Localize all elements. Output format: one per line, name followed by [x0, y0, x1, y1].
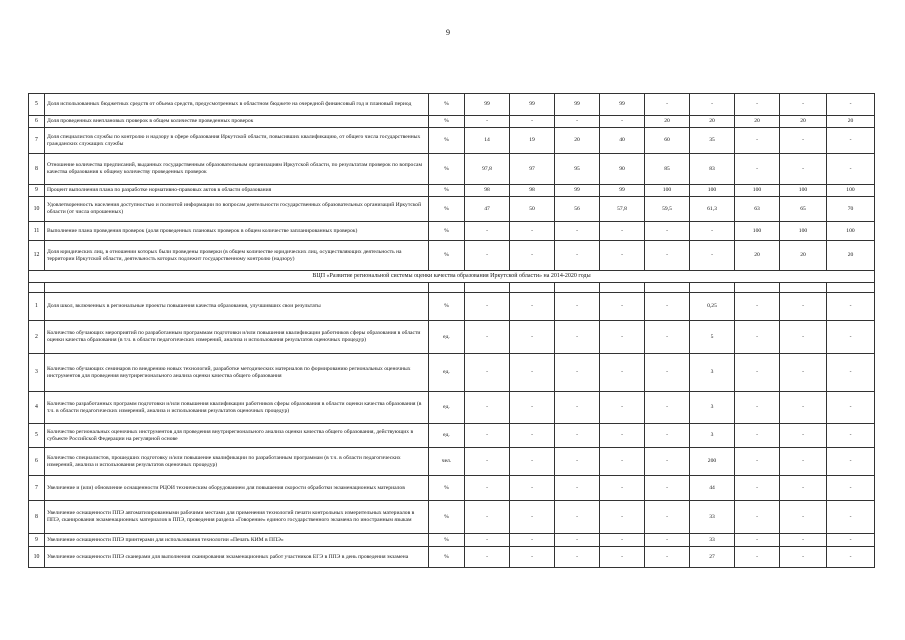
value-cell: - [465, 116, 510, 128]
value-cell: 83 [690, 154, 735, 185]
value-cell: - [827, 448, 875, 476]
value-cell: - [510, 547, 555, 568]
value-cell: 47 [465, 197, 510, 222]
value-cell: - [555, 547, 600, 568]
value-cell: - [780, 547, 827, 568]
value-cell: - [735, 476, 780, 501]
value-cell: - [827, 94, 875, 116]
value-cell: - [510, 116, 555, 128]
value-cell: - [555, 448, 600, 476]
value-cell: - [510, 293, 555, 321]
value-cell: 100 [735, 222, 780, 241]
value-cell: - [600, 424, 645, 448]
value-cell: 3 [690, 424, 735, 448]
value-cell: - [780, 448, 827, 476]
value-cell: - [510, 241, 555, 271]
empty-cell [780, 283, 827, 293]
value-cell: - [780, 321, 827, 354]
value-cell: 20 [780, 241, 827, 271]
value-cell: 33 [690, 534, 735, 547]
value-cell: 5 [690, 321, 735, 354]
empty-cell [645, 283, 690, 293]
indicator-name: Процент выполнения плана по разработке нормативно-правовых актов в области образования [45, 185, 429, 197]
value-cell: - [465, 222, 510, 241]
value-cell: - [510, 534, 555, 547]
value-cell: - [827, 501, 875, 534]
value-cell: - [600, 241, 645, 271]
empty-cell [465, 283, 510, 293]
empty-cell [690, 283, 735, 293]
table-row [29, 392, 875, 424]
row-number: 5 [29, 424, 45, 448]
value-cell: 19 [510, 128, 555, 154]
value-cell: - [555, 222, 600, 241]
value-cell: 20 [555, 128, 600, 154]
row-number: 8 [29, 501, 45, 534]
value-cell: - [645, 293, 690, 321]
value-cell: - [510, 321, 555, 354]
table-row [29, 547, 875, 568]
row-number: 8 [29, 154, 45, 185]
indicator-name: Количество специалистов, прошедших подготовку и/или повышение квалификации по разработанным программам (в т.ч. в области педагогических измерений, анализа и использования результатов оценочных процедур) [45, 448, 429, 476]
value-cell: - [780, 476, 827, 501]
empty-cell [510, 283, 555, 293]
indicator-name: Увеличение оснащенности ППЭ принтерами для использования технологии «Печать КИМ в ППЭ» [45, 534, 429, 547]
value-cell: 100 [827, 222, 875, 241]
value-cell: - [645, 547, 690, 568]
value-cell: 57,8 [600, 197, 645, 222]
value-cell: - [465, 476, 510, 501]
value-cell: 97,8 [465, 154, 510, 185]
table-row [29, 185, 875, 197]
value-cell: 20 [735, 116, 780, 128]
value-cell: 200 [690, 448, 735, 476]
value-cell: - [735, 128, 780, 154]
unit: ед. [429, 321, 465, 354]
value-cell: - [555, 424, 600, 448]
indicator-name: Доля специалистов службы по контролю и надзору в сфере образования Иркутской области, повысивших квалификацию, от общего числа государственных гражданских служащих службы [45, 128, 429, 154]
table-row [29, 128, 875, 154]
value-cell: - [555, 501, 600, 534]
value-cell: - [780, 354, 827, 392]
table-row [29, 501, 875, 534]
value-cell: - [690, 222, 735, 241]
page-number: 9 [446, 28, 450, 37]
unit: % [429, 197, 465, 222]
indicator-name: Отношение количества предписаний, выданных государственным образовательным организациям Иркутской области, по результатам проверок по вопросам качества образования к общему количеству проведенных проверок [45, 154, 429, 185]
row-number: 6 [29, 116, 45, 128]
value-cell: 95 [555, 154, 600, 185]
row-number: 9 [29, 185, 45, 197]
row-number: 5 [29, 94, 45, 116]
value-cell: - [555, 321, 600, 354]
table-row [29, 94, 875, 116]
table-row [29, 476, 875, 501]
value-cell: 99 [510, 94, 555, 116]
value-cell: - [465, 547, 510, 568]
value-cell: - [465, 321, 510, 354]
value-cell: - [555, 392, 600, 424]
unit: % [429, 154, 465, 185]
value-cell: - [600, 534, 645, 547]
value-cell: - [510, 448, 555, 476]
value-cell: - [735, 154, 780, 185]
section-header-row [29, 271, 875, 283]
indicator-name: Увеличение и (или) обновление оснащенности РЦОИ техническим оборудованием для повышения скорости обработки экзаменационных материалов [45, 476, 429, 501]
value-cell: - [510, 354, 555, 392]
value-cell: - [465, 501, 510, 534]
value-cell: 97 [510, 154, 555, 185]
value-cell: 44 [690, 476, 735, 501]
value-cell: - [645, 241, 690, 271]
value-cell: 40 [600, 128, 645, 154]
unit: % [429, 94, 465, 116]
value-cell: - [735, 293, 780, 321]
table-row [29, 534, 875, 547]
unit: % [429, 293, 465, 321]
value-cell: 56 [555, 197, 600, 222]
value-cell: - [555, 476, 600, 501]
unit: ед. [429, 392, 465, 424]
empty-cell [827, 283, 875, 293]
empty-cell [45, 283, 429, 293]
empty-cell [600, 283, 645, 293]
value-cell: 20 [827, 241, 875, 271]
value-cell: 99 [465, 94, 510, 116]
value-cell: 3 [690, 392, 735, 424]
row-number: 4 [29, 392, 45, 424]
value-cell: 100 [827, 185, 875, 197]
value-cell: - [555, 293, 600, 321]
row-number: 1 [29, 293, 45, 321]
indicator-name: Количество региональных оценочных инструментов для проведения внутрирегионального анализа оценки качества общего образования, действующих в субъекте Российской Федерации на регулярной основе [45, 424, 429, 448]
unit: % [429, 534, 465, 547]
unit: % [429, 116, 465, 128]
table-row [29, 241, 875, 271]
table-row [29, 354, 875, 392]
value-cell: - [600, 222, 645, 241]
value-cell: - [780, 94, 827, 116]
indicator-name: Выполнение плана проведения проверок (доля проведенных плановых проверок в общем количестве запланированных проверок) [45, 222, 429, 241]
value-cell: 50 [510, 197, 555, 222]
value-cell: - [780, 392, 827, 424]
unit: ед. [429, 354, 465, 392]
table-row [29, 197, 875, 222]
table-row [29, 116, 875, 128]
unit: % [429, 128, 465, 154]
row-number: 9 [29, 534, 45, 547]
value-cell: - [645, 392, 690, 424]
value-cell: - [600, 448, 645, 476]
value-cell: - [780, 154, 827, 185]
unit: чел. [429, 448, 465, 476]
value-cell: - [600, 476, 645, 501]
unit: % [429, 476, 465, 501]
row-number: 7 [29, 476, 45, 501]
value-cell: - [780, 424, 827, 448]
value-cell: - [690, 94, 735, 116]
indicators-table [28, 93, 875, 568]
value-cell: 61,3 [690, 197, 735, 222]
row-number: 7 [29, 128, 45, 154]
row-number: 10 [29, 547, 45, 568]
value-cell: - [735, 94, 780, 116]
unit: % [429, 185, 465, 197]
value-cell: - [827, 154, 875, 185]
value-cell: - [645, 501, 690, 534]
value-cell: - [735, 354, 780, 392]
value-cell: 100 [690, 185, 735, 197]
empty-cell [735, 283, 780, 293]
value-cell: - [827, 354, 875, 392]
value-cell: - [555, 241, 600, 271]
indicator-name: Количество обучающих мероприятий по разработанным программам подготовки и/или повышения квалификации работников сферы образования в области оценки качества образования (в т.ч. в области педагогических измерений, анализа и использования результатов оценочных процедур) [45, 321, 429, 354]
table-row [29, 222, 875, 241]
value-cell: - [600, 501, 645, 534]
value-cell: - [735, 501, 780, 534]
table-row [29, 154, 875, 185]
value-cell: - [465, 354, 510, 392]
value-cell: - [465, 534, 510, 547]
value-cell: - [780, 534, 827, 547]
table-row [29, 448, 875, 476]
empty-cell [429, 283, 465, 293]
value-cell: 14 [465, 128, 510, 154]
table-row [29, 321, 875, 354]
value-cell: - [780, 293, 827, 321]
value-cell: 60 [645, 128, 690, 154]
value-cell: - [510, 476, 555, 501]
value-cell: - [645, 94, 690, 116]
indicator-name: Увеличение оснащенности ППЭ автоматизированными рабочими местами для применения технологий печати контрольных измерительных материалов в ППЭ, сканирования экзаменационных материалов в ППЭ, проведения раздела «Говорение» единого государственного экзамена по иностранным языкам [45, 501, 429, 534]
row-number: 12 [29, 241, 45, 271]
value-cell: - [645, 222, 690, 241]
value-cell: - [735, 424, 780, 448]
value-cell: - [735, 321, 780, 354]
value-cell: - [645, 448, 690, 476]
value-cell: 100 [735, 185, 780, 197]
value-cell: - [827, 392, 875, 424]
value-cell: - [735, 534, 780, 547]
unit: % [429, 501, 465, 534]
unit: % [429, 222, 465, 241]
value-cell: 90 [600, 154, 645, 185]
value-cell: - [645, 476, 690, 501]
value-cell: 100 [780, 222, 827, 241]
value-cell: - [735, 392, 780, 424]
value-cell: - [827, 547, 875, 568]
value-cell: 20 [780, 116, 827, 128]
value-cell: - [735, 448, 780, 476]
value-cell: - [510, 501, 555, 534]
value-cell: - [465, 392, 510, 424]
value-cell: - [510, 392, 555, 424]
value-cell: - [555, 116, 600, 128]
indicator-name: Удовлетворенность населения доступностью и полнотой информации по вопросам деятельности государственных образовательных организаций Иркутской области (от числа опрошенных) [45, 197, 429, 222]
value-cell: - [600, 321, 645, 354]
indicator-name: Доля школ, включенных в региональные проекты повышения качества образования, улучшивших свои результаты [45, 293, 429, 321]
value-cell: - [645, 321, 690, 354]
value-cell: 99 [555, 185, 600, 197]
value-cell: - [827, 321, 875, 354]
value-cell: - [645, 534, 690, 547]
table-row [29, 293, 875, 321]
indicator-name: Количество обучающих семинаров по внедрению новых технологий, разработке методических материалов по формированию региональных оценочных инструментов для проведения внутрирегионального анализа оценки качества общего образования [45, 354, 429, 392]
value-cell: - [600, 354, 645, 392]
value-cell: - [600, 392, 645, 424]
value-cell: 20 [645, 116, 690, 128]
value-cell: 65 [780, 197, 827, 222]
value-cell: 99 [600, 185, 645, 197]
row-number: 2 [29, 321, 45, 354]
value-cell: - [827, 293, 875, 321]
value-cell: - [827, 424, 875, 448]
value-cell: 85 [645, 154, 690, 185]
unit: % [429, 547, 465, 568]
row-number: 11 [29, 222, 45, 241]
value-cell: - [735, 547, 780, 568]
value-cell: 3 [690, 354, 735, 392]
unit: ед. [429, 424, 465, 448]
value-cell: - [827, 128, 875, 154]
value-cell: - [827, 534, 875, 547]
value-cell: - [600, 293, 645, 321]
value-cell: - [510, 222, 555, 241]
value-cell: 70 [827, 197, 875, 222]
value-cell: 100 [645, 185, 690, 197]
value-cell: - [465, 448, 510, 476]
value-cell: - [555, 354, 600, 392]
spacer-row [29, 283, 875, 293]
value-cell: - [465, 293, 510, 321]
value-cell: 27 [690, 547, 735, 568]
value-cell: - [690, 241, 735, 271]
value-cell: 98 [510, 185, 555, 197]
row-number: 6 [29, 448, 45, 476]
value-cell: 0,25 [690, 293, 735, 321]
unit: % [429, 241, 465, 271]
value-cell: - [827, 476, 875, 501]
value-cell: - [645, 424, 690, 448]
value-cell: 59,5 [645, 197, 690, 222]
value-cell: 99 [600, 94, 645, 116]
value-cell: - [645, 354, 690, 392]
indicator-name: Количество разработанных программ подготовки и/или повышения квалификации работников сферы образования в области оценки качества образования (в т.ч. в области педагогических измерений, анализа и использования результатов оценочных процедур) [45, 392, 429, 424]
value-cell: 33 [690, 501, 735, 534]
empty-cell [29, 283, 45, 293]
value-cell: - [510, 424, 555, 448]
table-row [29, 424, 875, 448]
value-cell: - [465, 241, 510, 271]
value-cell: 100 [780, 185, 827, 197]
value-cell: 63 [735, 197, 780, 222]
empty-cell [555, 283, 600, 293]
value-cell: - [600, 547, 645, 568]
value-cell: - [600, 116, 645, 128]
indicator-name: Доля использованных бюджетных средств от объема средств, предусмотренных в областном бюджете на очередной финансовый год и плановый период [45, 94, 429, 116]
value-cell: 98 [465, 185, 510, 197]
value-cell: 99 [555, 94, 600, 116]
value-cell: 20 [827, 116, 875, 128]
indicator-name: Доля проведенных внеплановых проверок в общем количестве проведенных проверок [45, 116, 429, 128]
indicator-name: Доля юридических лиц, в отношении которых были проведены проверки (в общем количестве юридических лиц, осуществляющих деятельность на территории Иркутской области, деятельность которых подлежит государственному контролю (надзору) [45, 241, 429, 271]
value-cell: 20 [690, 116, 735, 128]
indicator-name: Увеличение оснащенности ППЭ сканерами для выполнения сканирования экзаменационных работ участников ЕГЭ в ППЭ в день проведения экзамена [45, 547, 429, 568]
value-cell: - [780, 501, 827, 534]
value-cell: - [465, 424, 510, 448]
row-number: 10 [29, 197, 45, 222]
value-cell: - [555, 534, 600, 547]
section-title: ВЦП «Развитие региональной системы оценки качества образования Иркутской области» на 2014-2020 годы [29, 271, 875, 283]
value-cell: 35 [690, 128, 735, 154]
value-cell: - [780, 128, 827, 154]
value-cell: 20 [735, 241, 780, 271]
row-number: 3 [29, 354, 45, 392]
